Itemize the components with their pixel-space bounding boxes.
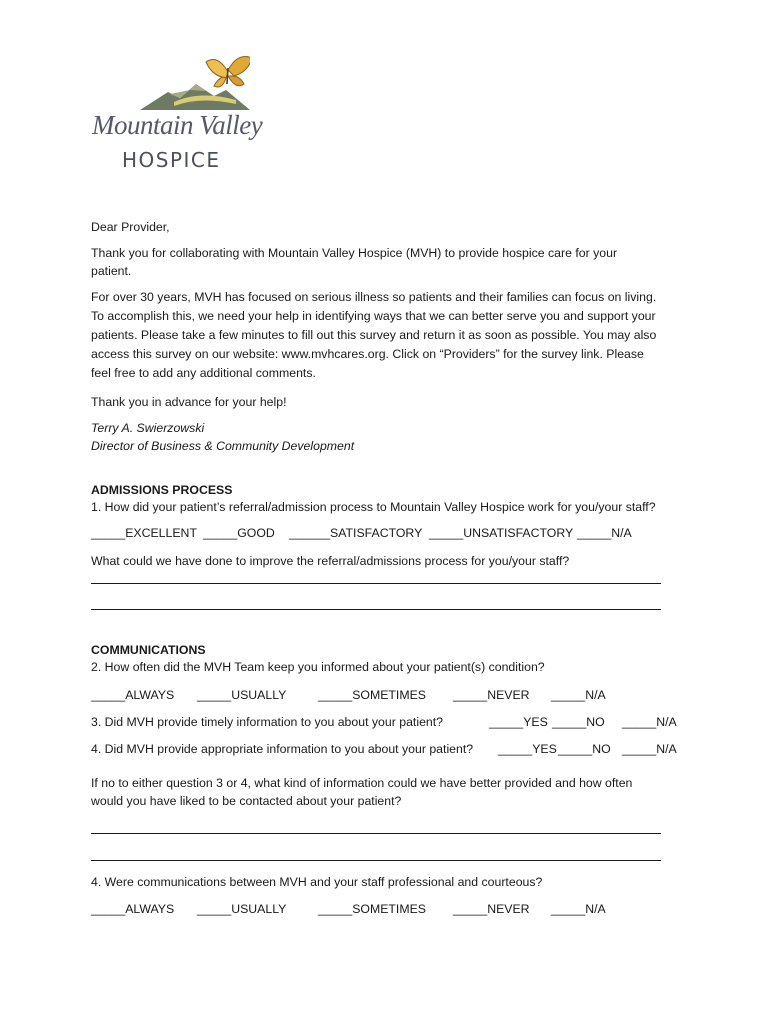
q4-option-yes[interactable]: _____YES — [498, 742, 557, 756]
signer-name: Terry A. Swierzowski — [91, 421, 205, 435]
q4-option-na[interactable]: _____N/A — [622, 742, 677, 756]
q2-option-na[interactable]: _____N/A — [551, 688, 606, 702]
q5-option-always[interactable]: _____ALWAYS — [91, 902, 175, 916]
q1-option-na[interactable]: _____N/A — [577, 526, 632, 540]
communications-heading: COMMUNICATIONS — [91, 643, 206, 657]
followup-line-1: If no to either question 3 or 4, what kind of information could we have better provided and how often — [91, 776, 633, 790]
butterfly-mountain-icon — [140, 50, 250, 112]
question-5: 4. Were communications between MVH and your staff professional and courteous? — [91, 875, 543, 889]
answer-line[interactable] — [91, 860, 661, 861]
improve-question: What could we have done to improve the referral/admissions process for you/your staff? — [91, 554, 570, 568]
logo-subtitle: HOSPICE — [122, 148, 221, 172]
body-line-5: feel free to add any additional comments. — [91, 366, 316, 380]
question-3: 3. Did MVH provide timely information to you about your patient? — [91, 715, 444, 729]
admissions-heading: ADMISSIONS PROCESS — [91, 483, 233, 497]
q3-option-no[interactable]: _____NO — [552, 715, 605, 729]
body-line-2: To accomplish this, we need your help in identifying ways that we can better serve you and support your — [91, 309, 656, 323]
q5-option-na[interactable]: _____N/A — [551, 902, 606, 916]
question-4: 4. Did MVH provide appropriate information to you about your patient? — [91, 742, 474, 756]
question-1: 1. How did your patient’s referral/admission process to Mountain Valley Hospice work for you/your staff? — [91, 500, 656, 514]
q1-option-satisfactory[interactable]: ______SATISFACTORY — [289, 526, 423, 540]
signer-title: Director of Business & Community Development — [91, 439, 355, 453]
q5-option-usually[interactable]: _____USUALLY — [197, 902, 287, 916]
answer-line[interactable] — [91, 583, 661, 584]
q2-option-never[interactable]: _____NEVER — [453, 688, 530, 702]
q5-option-never[interactable]: _____NEVER — [453, 902, 530, 916]
intro-line-1: Thank you for collaborating with Mountain Valley Hospice (MVH) to provide hospice care for your — [91, 246, 618, 260]
q2-option-sometimes[interactable]: _____SOMETIMES — [318, 688, 426, 702]
greeting: Dear Provider, — [91, 220, 170, 234]
q5-option-sometimes[interactable]: _____SOMETIMES — [318, 902, 426, 916]
intro-line-2: patient. — [91, 264, 132, 278]
q2-option-always[interactable]: _____ALWAYS — [91, 688, 175, 702]
question-2: 2. How often did the MVH Team keep you informed about your patient(s) condition? — [91, 660, 545, 674]
q1-option-unsatisfactory[interactable]: _____UNSATISFACTORY — [429, 526, 574, 540]
q1-option-good[interactable]: _____GOOD — [203, 526, 275, 540]
body-line-3: patients. Please take a few minutes to fill out this survey and return it as soon as possible. You may also — [91, 328, 657, 342]
body-line-1: For over 30 years, MVH has focused on serious illness so patients and their families can focus on living. — [91, 290, 657, 304]
answer-line[interactable] — [91, 833, 661, 834]
q2-option-usually[interactable]: _____USUALLY — [197, 688, 287, 702]
q3-option-yes[interactable]: _____YES — [489, 715, 548, 729]
q1-option-excellent[interactable]: _____EXCELLENT — [91, 526, 197, 540]
answer-line[interactable] — [91, 609, 661, 610]
q3-option-na[interactable]: _____N/A — [622, 715, 677, 729]
q4-option-no[interactable]: _____NO — [558, 742, 611, 756]
followup-line-2: would you have liked to be contacted about your patient? — [91, 794, 402, 808]
mvh-logo — [92, 50, 267, 178]
logo-wordmark: Mountain Valley — [92, 110, 263, 140]
body-line-4: access this survey on our website: www.mvhcares.org. Click on “Providers” for the survey link. Please — [91, 347, 644, 361]
closing: Thank you in advance for your help! — [91, 395, 287, 409]
